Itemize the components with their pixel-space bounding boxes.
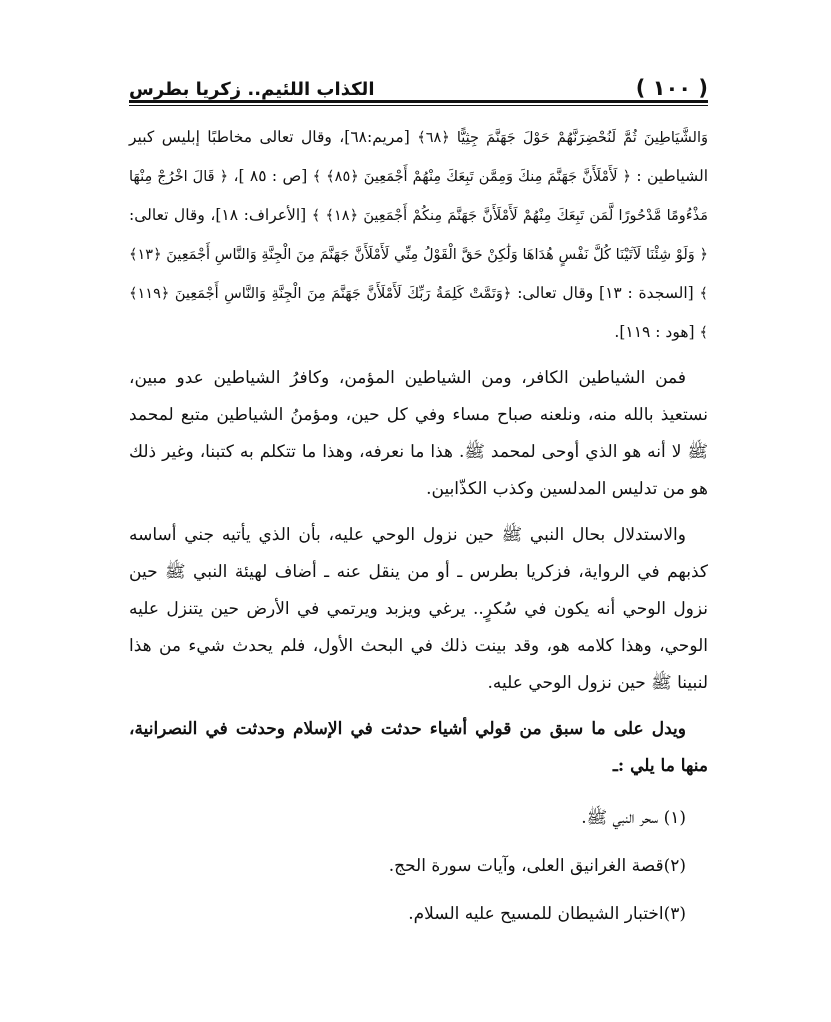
quran-verse: ﴿ لَأَمْلَأَنَّ جَهَنَّمَ مِنكَ وَمِمَّن تَبِعَكَ مِنْهُمْ أَجْمَعِينَ ﴿٨٥﴾ ﴾	[312, 169, 632, 185]
running-title: الكذاب اللئيم.. زكريا بطرس	[129, 79, 375, 100]
body-paragraph: فمن الشياطين الكافر، ومن الشياطين المؤمن، وكافرُ الشياطين عدو مبين، نستعيذ بالله منه، ونلعنه صباح مساء وفي كل حين، ومؤمنُ الشياطين متبع لمحمد ﷺ لا أنه هو الذي أوحى لمحمد ﷺ. هذا ما نعرفه، وهذا ما تتكلم به كتبنا، وغير ذلك هو من تدليس المدلسين وكذب الكذّابين.	[129, 368, 708, 499]
quran-verse: ﴿ قَالَ اخْرُجْ مِنْهَا مَذْءُومًا مَّدْحُورًا لَّمَن تَبِعَكَ مِنْهُمْ لَأَمْلَأَنَّ جَهَنَّمَ مِنكُمْ أَجْمَعِينَ ﴿١٨﴾ ﴾	[129, 169, 708, 224]
list-intro-paragraph: ويدل على ما سبق من قولي أشياء حدثت في الإسلام وحدثت في النصرانية، منها ما يلي :ـ	[129, 719, 708, 776]
list-item: (١) سحر النبي ﷺ.	[581, 808, 686, 828]
quran-verse: ﴿وَتَمَّتْ كَلِمَةُ رَبِّكَ لَأَمْلَأَنَّ جَهَنَّمَ مِنَ الْجِنَّةِ وَالنَّاسِ أَجْمَعِينَ ﴿١١٩﴾ ﴾	[129, 286, 708, 341]
page-number: ( ١٠٠ )	[635, 76, 708, 100]
citation-text: [السجدة : ١٣] وقال تعالى:	[511, 284, 700, 302]
page-header	[129, 66, 708, 100]
citation-text: [ص : ٨٥ ]،	[228, 167, 313, 185]
citation-text: [هود : ١١٩].	[614, 323, 700, 341]
citation-text: [مريم:٦٨]، وقال تعالى مخاطبًا إبليس كبير الشياطين :	[129, 128, 709, 185]
citation-text: [الأعراف: ١٨]، وقال تعالى:	[129, 206, 312, 224]
list-item: (٣)اختبار الشيطان للمسيح عليه السلام.	[408, 904, 686, 924]
header-rule	[129, 100, 708, 106]
numbered-list	[129, 794, 708, 938]
body-paragraph: والاستدلال بحال النبي ﷺ حين نزول الوحي عليه، بأن الذي يأتيه جني أساسه كذبهم في الرواية، فزكريا بطرس ـ أو من ينقل عنه ـ أضاف لهيئة النبي ﷺ حين نزول الوحي أنه يكون في سُكرٍ.. يرغي ويزبد ويرتمي في الأرض حين يتنزل عليه الوحي، وهذا كلامه هو، وقد بينت ذلك في البحث الأول، فلم يحدث شيء من هذا لنبينا ﷺ حين نزول الوحي عليه.	[129, 525, 708, 693]
quran-verse: ﴿ وَلَوْ شِئْنَا لَآتَيْنَا كُلَّ نَفْسٍ هُدَاهَا وَلَٰكِنْ حَقَّ الْقَوْلُ مِنِّي لَأَمْلَأَنَّ جَهَنَّمَ مِنَ الْجِنَّةِ وَالنَّاسِ أَجْمَعِينَ ﴿١٣﴾ ﴾	[129, 247, 709, 302]
page-body	[129, 118, 708, 938]
list-item: (٢)قصة الغرانيق العلى، وآيات سورة الحج.	[388, 856, 686, 876]
quran-verse: وَالشَّيَاطِينَ ثُمَّ لَنُحْضِرَنَّهُمْ حَوْلَ جَهَنَّمَ جِثِيًّا ﴿٦٨﴾	[417, 130, 708, 146]
quran-citations-paragraph	[129, 118, 708, 352]
